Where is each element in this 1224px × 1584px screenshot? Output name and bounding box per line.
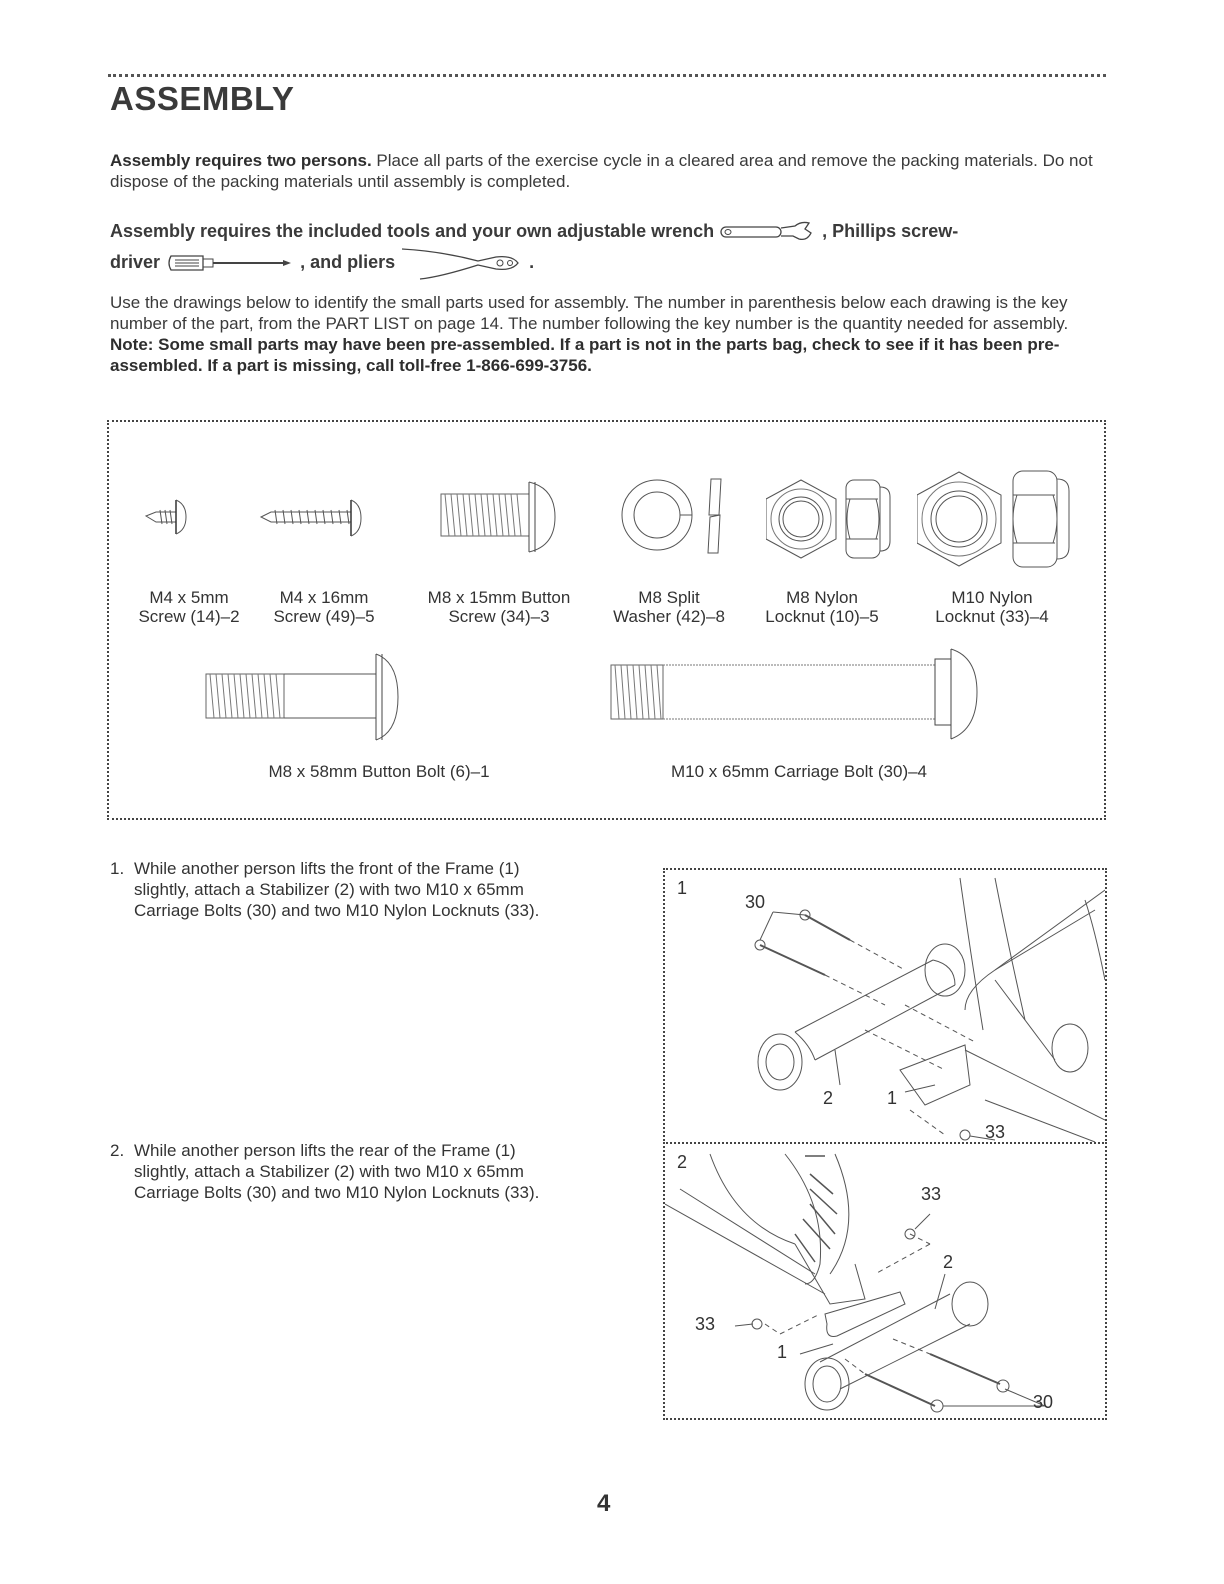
parts-info-note: Note: Some small parts may have been pre-assembled. If a part is not in the parts bag, check to see if it has been pre-assembled. If a part is missing, call toll-free 1-866-699-3756. xyxy=(110,335,1060,375)
m8-nylon-locknut-icon xyxy=(766,477,906,561)
tools-text-2: , Phillips screw- xyxy=(822,221,959,241)
phillips-screwdriver-icon xyxy=(165,253,295,273)
adjustable-wrench-icon xyxy=(719,219,817,245)
intro-paragraph xyxy=(110,150,1110,192)
intro-bold-lead: Assembly requires two persons. xyxy=(110,151,372,170)
stabilizer-front-illustration xyxy=(665,870,1105,1142)
step-1 xyxy=(110,858,580,921)
tools-paragraph xyxy=(110,219,1110,281)
tools-text-3: driver xyxy=(110,252,161,272)
part-label-m8-nylon-locknut: M8 Nylon Locknut (10)–5 xyxy=(765,588,879,626)
callout-33-left: 33 xyxy=(695,1314,716,1334)
part-label-m8x15-button-screw: M8 x 15mm Button Screw (34)–3 xyxy=(427,588,571,626)
callout-30: 30 xyxy=(1033,1392,1054,1412)
page-title: ASSEMBLY xyxy=(110,80,295,117)
header-rule xyxy=(108,74,1106,77)
step-2-number: 2. xyxy=(110,1141,125,1160)
figure-step-1 xyxy=(663,868,1107,1144)
pliers-icon xyxy=(400,245,524,281)
part-label-m4x16-screw: M4 x 16mm Screw (49)–5 xyxy=(273,588,375,626)
part-label-m4x5-screw: M4 x 5mm Screw (14)–2 xyxy=(138,588,240,626)
page-number: 4 xyxy=(597,1490,611,1517)
m4x5-screw-icon xyxy=(144,494,194,544)
m10-nylon-locknut-icon xyxy=(917,469,1087,569)
callout-2: 2 xyxy=(943,1252,954,1272)
callout-1: 1 xyxy=(887,1088,898,1108)
figure-1-number: 1 xyxy=(677,878,688,898)
part-label-m8x58-button-bolt: M8 x 58mm Button Bolt (6)–1 xyxy=(268,762,490,781)
intro-text: Place all parts of the exercise cycle in a cleared area and remove the packing materials. Do not dispose of the packing materials until assembly is completed. xyxy=(110,151,1093,191)
part-label-m8-split-washer: M8 Split Washer (42)–8 xyxy=(613,588,725,626)
tools-text-5: . xyxy=(529,252,535,272)
step-1-text: While another person lifts the front of the Frame (1) slightly, attach a Stabilizer (2) with two M10 x 65mm Carriage Bolts (30) and two M10 Nylon Locknuts (33). xyxy=(134,859,540,920)
callout-1: 1 xyxy=(777,1342,788,1362)
part-label-m10-nylon-locknut: M10 Nylon Locknut (33)–4 xyxy=(935,588,1049,626)
step-2-text: While another person lifts the rear of the Frame (1) slightly, attach a Stabilizer (2) with two M10 x 65mm Carriage Bolts (30) and two M10 Nylon Locknuts (33). xyxy=(134,1141,540,1202)
figure-2-number: 2 xyxy=(677,1152,688,1172)
m10x65-carriage-bolt-icon xyxy=(609,647,1009,747)
m8-split-washer-icon xyxy=(621,477,731,557)
callout-33: 33 xyxy=(985,1122,1006,1142)
figure-step-2 xyxy=(663,1142,1107,1420)
tools-text-1: Assembly requires the included tools and your own adjustable wrench xyxy=(110,221,715,241)
callout-2: 2 xyxy=(823,1088,834,1108)
m8x15-button-screw-icon xyxy=(441,482,555,552)
stabilizer-rear-illustration xyxy=(665,1144,1105,1418)
tools-text-4: , and pliers xyxy=(300,252,396,272)
callout-30: 30 xyxy=(745,892,766,912)
parts-info-paragraph xyxy=(110,292,1110,376)
m8x58-button-bolt-icon xyxy=(204,652,574,752)
step-1-number: 1. xyxy=(110,859,125,878)
step-2 xyxy=(110,1140,580,1203)
m4x16-screw-icon xyxy=(259,494,369,544)
callout-33-top: 33 xyxy=(921,1184,942,1204)
parts-identification-box xyxy=(107,420,1106,820)
parts-info-text: Use the drawings below to identify the small parts used for assembly. The number in parenthesis below each drawing is the key number of the part, from the PART LIST on page 14. The number following the key number is the quantity needed for assembly. xyxy=(110,293,1069,333)
part-label-m10x65-carriage-bolt: M10 x 65mm Carriage Bolt (30)–4 xyxy=(670,762,928,781)
